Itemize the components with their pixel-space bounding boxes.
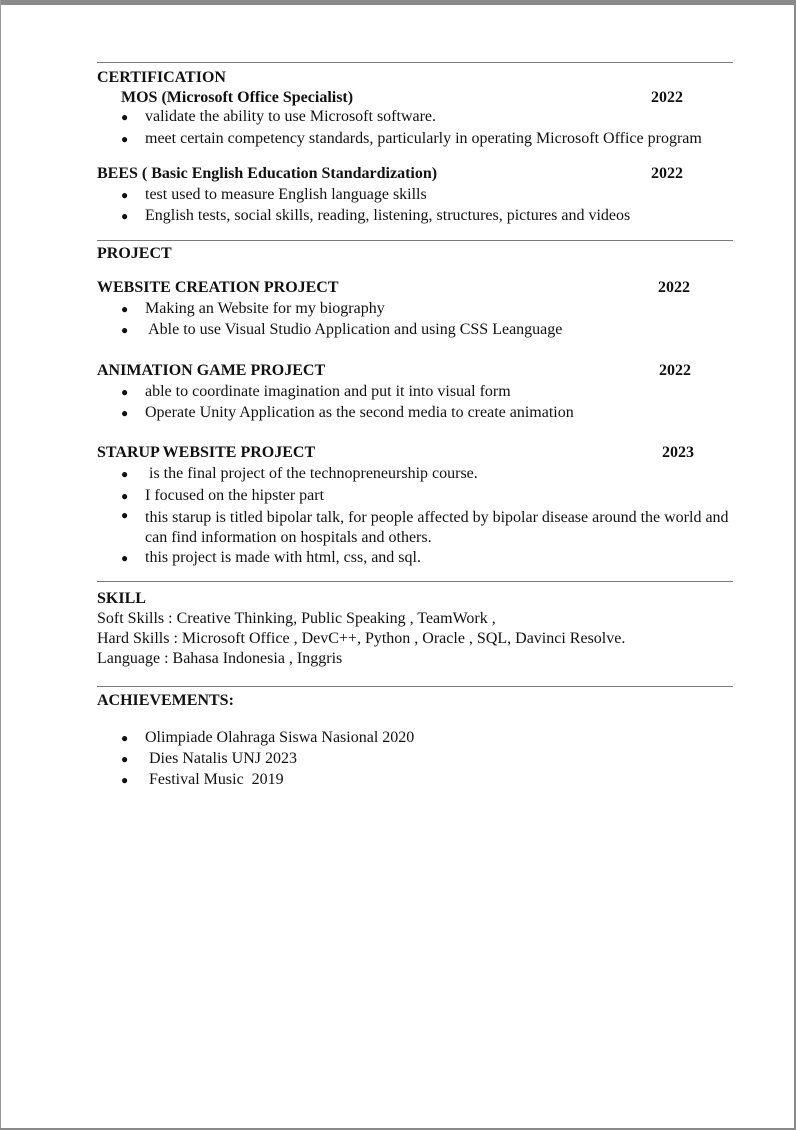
list-item: ● Dies Natalis UNJ 2023: [121, 750, 297, 767]
cert-bees-title: BEES ( Basic English Education Standardization): [97, 165, 438, 182]
certification-heading: CERTIFICATION: [97, 69, 226, 86]
project-animation-year: 2022: [659, 362, 691, 379]
bullet-icon: ●: [121, 302, 129, 316]
bullet-icon: ●: [121, 467, 129, 481]
bullet-icon: ●: [121, 188, 129, 202]
list-item: ● is the final project of the technopreneurship course.: [121, 465, 478, 482]
list-item: ● this starup is titled bipolar talk, for people affected by bipolar disease around the world and can find information on hospitals and others.: [121, 508, 729, 546]
achievements-heading: ACHIEVEMENTS:: [97, 692, 234, 709]
bullet-icon: ●: [121, 406, 129, 420]
project-heading: PROJECT: [97, 245, 172, 262]
list-item: ● Festival Music 2019: [121, 771, 284, 788]
list-item: ● Operate Unity Application as the second media to create animation: [121, 404, 574, 421]
bullet-icon: ●: [121, 132, 129, 146]
cert-bees-year: 2022: [651, 165, 683, 182]
project-startup-year: 2023: [662, 444, 694, 461]
soft-skills-line: Soft Skills : Creative Thinking, Public Speaking , TeamWork ,: [97, 610, 496, 627]
project-animation-title: ANIMATION GAME PROJECT: [97, 362, 326, 379]
list-item: ● English tests, social skills, reading, listening, structures, pictures and videos: [121, 207, 631, 224]
divider-project: [97, 240, 733, 241]
bullet-icon: ●: [121, 489, 129, 503]
hard-skills-line: Hard Skills : Microsoft Office , DevC++, Python , Oracle , SQL, Davinci Resolve.: [97, 630, 626, 647]
list-item: ● able to coordinate imagination and put it into visual form: [121, 383, 511, 400]
bullet-icon: ●: [121, 773, 129, 787]
divider-achievements: [97, 686, 733, 687]
language-line: Language : Bahasa Indonesia , Inggris: [97, 650, 343, 667]
divider-skill: [97, 581, 733, 582]
divider-top: [97, 62, 733, 63]
bullet-icon: ●: [121, 508, 129, 522]
window-left-border: [0, 0, 1, 1130]
project-website-title: WEBSITE CREATION PROJECT: [97, 279, 339, 296]
bullet-icon: ●: [121, 752, 129, 766]
list-item: ● I focused on the hipster part: [121, 487, 325, 504]
skill-heading: SKILL: [97, 590, 146, 607]
project-startup-title: STARUP WEBSITE PROJECT: [97, 444, 316, 461]
list-item: ● test used to measure English language skills: [121, 186, 427, 203]
bullet-icon: ●: [121, 551, 129, 565]
bullet-icon: ●: [121, 731, 129, 745]
bullet-icon: ●: [121, 323, 129, 337]
window-top-border: [0, 0, 796, 5]
cert-mos-title: MOS (Microsoft Office Specialist): [121, 89, 354, 106]
bullet-icon: ●: [121, 110, 129, 124]
list-item: ● Making an Website for my biography: [121, 300, 385, 317]
list-item: ● Able to use Visual Studio Application and using CSS Leanguage: [121, 321, 563, 338]
list-item: ● this project is made with html, css, and sql.: [121, 549, 421, 566]
bullet-icon: ●: [121, 385, 129, 399]
bullet-icon: ●: [121, 209, 129, 223]
list-item: ● Olimpiade Olahraga Siswa Nasional 2020: [121, 729, 415, 746]
cert-mos-year: 2022: [651, 89, 683, 106]
list-item: ● meet certain competency standards, particularly in operating Microsoft Office program: [121, 130, 702, 147]
list-item: ● validate the ability to use Microsoft software.: [121, 108, 437, 125]
project-website-year: 2022: [658, 279, 690, 296]
